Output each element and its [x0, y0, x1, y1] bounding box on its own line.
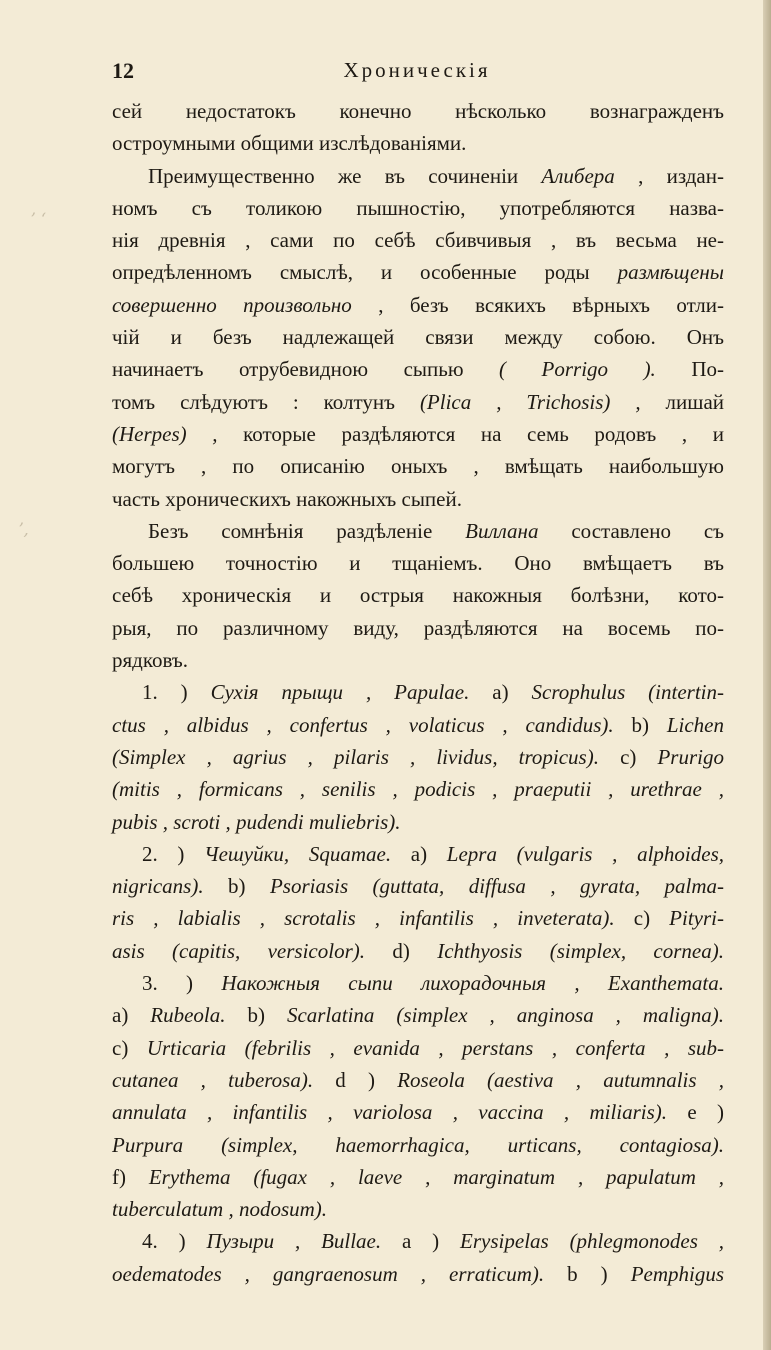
italic-span: Ichthyosis (simplex, cornea). — [437, 938, 724, 963]
italic-span: Пузыри , Bullae. — [206, 1229, 382, 1254]
text-span: 1. ) — [142, 680, 211, 705]
text-line — [112, 321, 724, 353]
text-span: лишай — [640, 389, 724, 414]
italic-span: tuberculatum , nodosum). — [112, 1197, 328, 1222]
text-span: 2. ) — [142, 841, 205, 866]
text-line — [112, 806, 724, 838]
text-span: b) — [225, 1003, 287, 1028]
text-line — [112, 612, 724, 644]
text-line — [112, 870, 724, 902]
text-span: a ) — [381, 1229, 461, 1254]
text-span: b ) — [544, 1261, 631, 1286]
text-line — [112, 1096, 724, 1128]
text-span: нія древнія , сами по себѣ сбивчивыя , въ весьма не- — [112, 228, 724, 253]
italic-span: cutanea , tuberosa). — [112, 1067, 314, 1092]
text-span: 3. ) — [142, 971, 222, 996]
text-span: могутъ , по описанію оныхъ , вмѣщать наибольшую — [112, 454, 724, 479]
text-line — [112, 224, 724, 256]
italic-span: Виллана — [465, 518, 539, 543]
text-span: a) — [112, 1003, 151, 1028]
text-line — [112, 902, 724, 934]
italic-span: ( Porrigo ). — [499, 357, 656, 382]
page-number: 12 — [112, 58, 134, 83]
italic-span: Сухія прыщи , Papulae. — [210, 680, 470, 705]
text-span: составлено съ — [538, 518, 725, 543]
text-line — [112, 676, 724, 708]
text-span: , издан- — [614, 163, 724, 188]
text-span: томъ слѣдуютъ : колтунъ — [112, 389, 420, 414]
italic-span: Scrophulus (intertin- — [531, 680, 724, 705]
text-span: рядковъ. — [112, 648, 188, 673]
text-line — [112, 450, 724, 482]
text-line — [112, 999, 724, 1031]
text-line — [112, 418, 724, 450]
text-line — [112, 935, 724, 967]
text-line — [112, 1225, 724, 1257]
italic-span: Алибера — [541, 163, 615, 188]
italic-span: Roseola (aestiva , autumnalis , — [397, 1067, 724, 1092]
running-title: Хроническія — [343, 58, 491, 82]
text-line — [112, 967, 724, 999]
text-line — [112, 1193, 724, 1225]
text-line — [112, 1129, 724, 1161]
italic-span: Rubeola. — [150, 1003, 226, 1028]
text-line — [112, 709, 724, 741]
text-span: номъ съ толикою пышностію, употребляются назва- — [112, 195, 724, 220]
text-line — [112, 547, 724, 579]
text-line — [112, 386, 724, 418]
text-line — [112, 160, 724, 192]
text-span: опредѣленномъ смыслѣ, и особенные роды — [112, 260, 618, 285]
italic-span: (Simplex , agrius , pilaris , lividus, tropicus). — [112, 744, 599, 769]
italic-span: Чешуйки, Squamae. — [204, 841, 392, 866]
text-span: e ) — [667, 1100, 724, 1125]
text-span: большею точностію и тщаніемъ. Оно вмѣщаетъ въ — [112, 551, 724, 576]
italic-span: Purpura (simplex, haemorrhagica, urticans, contagiosa). — [112, 1132, 724, 1157]
text-span: d) — [365, 938, 438, 963]
italic-span: Erysipelas (phlegmonodes , — [460, 1229, 724, 1254]
text-span: b) — [203, 874, 270, 899]
italic-span: Prurigo — [657, 744, 724, 769]
italic-span: (Plica , Trichosis) , — [419, 389, 641, 414]
text-line — [112, 515, 724, 547]
italic-span: Scarlatina (simplex , anginosa , maligna). — [286, 1003, 724, 1028]
text-span: , безъ всякихъ вѣрныхъ отли- — [351, 292, 724, 317]
text-span: f) — [112, 1164, 149, 1189]
text-span: часть хроническихъ накожныхъ сыпей. — [112, 486, 462, 511]
italic-span: Lichen — [666, 712, 724, 737]
text-line — [112, 95, 724, 127]
text-span: По- — [655, 357, 724, 382]
italic-span: размѣщены — [617, 260, 724, 285]
italic-span: Erythema (fugax , laeve , marginatum , papulatum , — [148, 1164, 724, 1189]
text-line — [112, 1258, 724, 1290]
text-span: c) — [614, 906, 670, 931]
margin-pencil-mark: ʼ, — [18, 520, 29, 540]
text-span: b) — [613, 712, 667, 737]
text-span: c) — [112, 1035, 147, 1060]
italic-span: annulata , infantilis , variolosa , vaccina , miliaris). — [112, 1100, 668, 1125]
text-span: которые раздѣляются на семь родовъ , и — [217, 421, 724, 446]
text-line — [112, 773, 724, 805]
italic-span: Pemphigus — [630, 1261, 725, 1286]
italic-span: ris , labialis , scrotalis , infantilis , inveterata). — [112, 906, 615, 931]
text-line — [112, 289, 724, 321]
text-span: остроумными общими изслѣдованіями. — [112, 131, 467, 156]
text-line — [112, 741, 724, 773]
italic-span: (Herpes) , — [112, 421, 218, 446]
page-gutter — [763, 0, 771, 1350]
italic-span: совершенно произвольно — [112, 292, 352, 317]
text-line — [112, 644, 724, 676]
text-span: начинаетъ отрубевидною сыпью — [112, 357, 500, 382]
italic-span: Psoriasis (guttata, diffusa , gyrata, palma- — [269, 874, 724, 899]
italic-span: ctus , albidus , confertus , volaticus , candidus). — [112, 712, 614, 737]
text-line — [112, 838, 724, 870]
text-line — [112, 353, 724, 385]
text-line — [112, 483, 724, 515]
text-span: Преимущественно же въ сочиненіи — [148, 163, 542, 188]
italic-span: nigricans). — [112, 874, 204, 899]
body-text — [112, 95, 724, 1290]
text-line — [112, 192, 724, 224]
text-span: 4. ) — [142, 1229, 207, 1254]
text-line — [112, 1064, 724, 1096]
text-span: сей недостатокъ конечно нѣсколько вознагражденъ — [112, 99, 724, 123]
text-line — [112, 127, 724, 159]
italic-span: Pityri- — [669, 906, 724, 931]
text-line — [112, 579, 724, 611]
text-line — [112, 1032, 724, 1064]
text-span: a) — [391, 841, 447, 866]
italic-span: (mitis , formicans , senilis , podicis , praeputii , urethrae , — [112, 777, 724, 802]
text-span: себѣ хроническія и острыя накожныя болѣзни, кото- — [112, 583, 724, 608]
margin-pencil-mark: ʼ ʻ — [30, 210, 47, 230]
italic-span: pubis , scroti , pudendi muliebris). — [112, 809, 401, 834]
text-span: c) — [598, 744, 658, 769]
italic-span: Urticaria (febrilis , evanida , perstans , conferta , sub- — [146, 1035, 724, 1060]
italic-span: Lepra (vulgaris , alphoides, — [446, 841, 724, 866]
text-line — [112, 1161, 724, 1193]
text-span: a) — [469, 680, 532, 705]
italic-span: oedematodes , gangraenosum , erraticum). — [112, 1261, 545, 1286]
text-span: Безъ сомнѣнія раздѣленіе — [148, 518, 466, 543]
text-span: рыя, по различному виду, раздѣляются на восемь по- — [112, 615, 724, 640]
text-span: чій и безъ надлежащей связи между собою. Онъ — [112, 325, 724, 350]
italic-span: asis (capitis, versicolor). — [112, 938, 366, 963]
text-span: d ) — [313, 1067, 398, 1092]
page-header — [112, 58, 722, 88]
italic-span: Накожныя сыпи лихорадочныя , Exanthemata. — [221, 971, 724, 996]
text-line — [112, 256, 724, 288]
